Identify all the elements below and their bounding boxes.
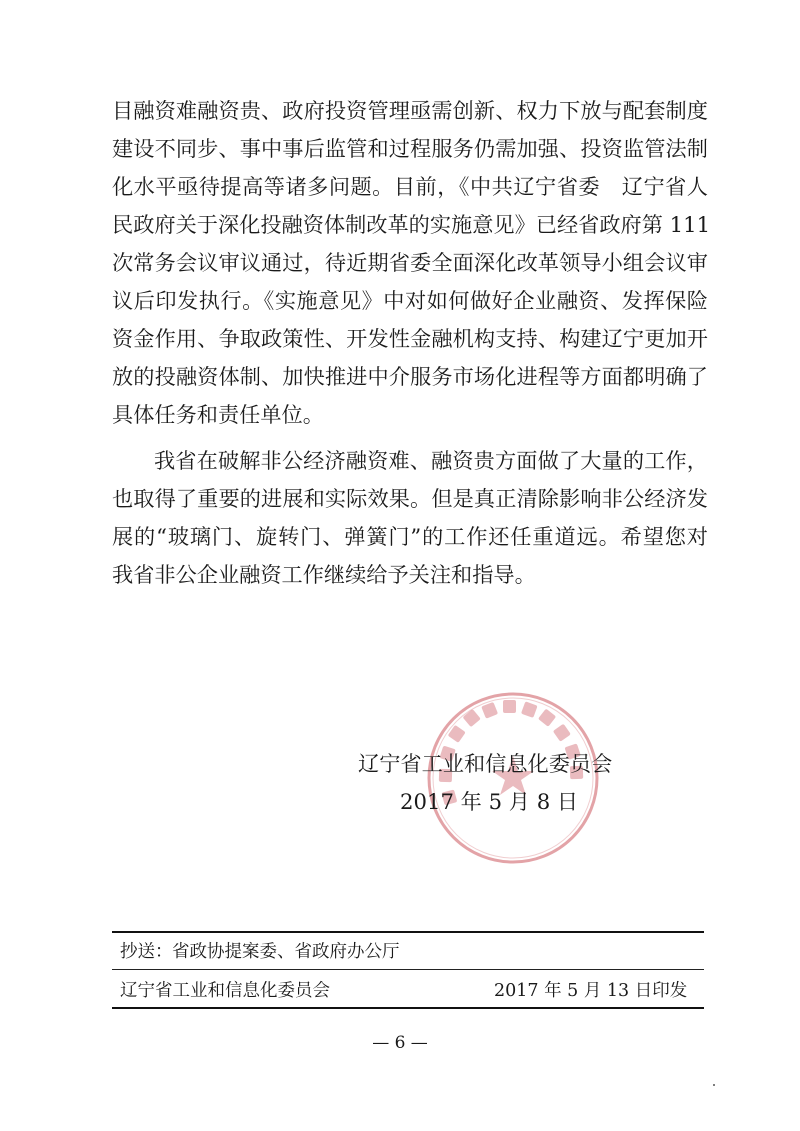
page-number: — 6 — bbox=[372, 1033, 428, 1053]
body-line: 放的投融资体制、加快推进中介服务市场化进程等方面都明确了 bbox=[112, 364, 708, 389]
signature-date: 2017 年 5 月 8 日 bbox=[400, 789, 579, 814]
scan-speck bbox=[713, 1084, 715, 1086]
signature-org: 辽宁省工业和信息化委员会 bbox=[358, 751, 613, 776]
divider bbox=[112, 931, 704, 933]
body-line: 次常务会议审议通过，待近期省委全面深化改革领导小组会议审 bbox=[112, 250, 708, 275]
body-line: 建设不同步、事中事后监管和过程服务仍需加强、投资监管法制 bbox=[112, 136, 708, 161]
issuer: 辽宁省工业和信息化委员会 bbox=[120, 981, 330, 1001]
body-line: 具体任务和责任单位。 bbox=[112, 402, 324, 427]
body-line: 我省在破解非公经济融资难、融资贵方面做了大量的工作， bbox=[154, 448, 708, 473]
divider bbox=[112, 1007, 704, 1009]
body-line: 资金作用、争取政策性、开发性金融机构支持、构建辽宁更加开 bbox=[112, 326, 708, 351]
body-line: 我省非公企业融资工作继续给予关注和指导。 bbox=[112, 562, 536, 587]
body-line: 议后印发执行。《实施意见》中对如何做好企业融资、发挥保险 bbox=[112, 288, 708, 313]
body-line: 目融资难融资贵、政府投资管理亟需创新、权力下放与配套制度 bbox=[112, 98, 708, 123]
body-line: 也取得了重要的进展和实际效果。但是真正清除影响非公经济发 bbox=[112, 486, 708, 511]
cc-recipients: 省政协提案委、省政府办公厅 bbox=[172, 942, 400, 962]
print-date: 2017 年 5 月 13 日印发 bbox=[494, 981, 688, 1001]
body-line: 化水平亟待提高等诸多问题。目前，《中共辽宁省委 辽宁省人 bbox=[112, 174, 708, 199]
body-line: 展的“玻璃门、旋转门、弹簧门”的工作还任重道远。希望您对 bbox=[112, 524, 708, 549]
divider bbox=[112, 969, 704, 970]
body-line: 民政府关于深化投融资体制改革的实施意见》已经省政府第 111 bbox=[112, 212, 711, 237]
cc-label: 抄送： bbox=[120, 942, 173, 962]
